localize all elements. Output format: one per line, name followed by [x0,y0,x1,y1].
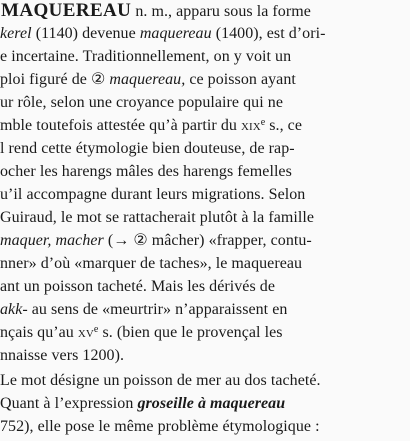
entry-line-2-text-d: (1400), est d’ori- [211,25,326,42]
entry-line-8: ocher les harengs mâles des harengs femelles [0,163,292,180]
entry-line-11 [0,230,312,252]
entry-line-15-text-d: s. (bien que le provençal les [98,324,283,341]
entry-line-10: Guiraud, le mot se rattacherait plutôt à la famille [0,209,314,226]
entry-line-6-text-d: s., ce [265,117,302,134]
entry-line-1-text: n. m., apparu sous la forme [131,3,311,20]
entry-line-6 [0,115,302,137]
entry-line-18-bold-italic-b: groseille à maquereau [137,395,286,412]
entry-line-11-text-b: (→ ② mâcher) «frapper, contu- [103,232,312,249]
entry-line-15-text-a: nçais qu’au [0,324,78,341]
entry-line-15 [0,322,283,344]
entry-line-2-text-b: (1140) devenue [31,25,140,42]
entry-line-1 [1,0,311,22]
entry-line-9: u’il accompagne durant leurs migrations. Selon [0,186,306,203]
entry-line-16: nnaisse vers 1200). [0,347,125,364]
entry-line-6-century: xix [240,117,261,134]
entry-line-5: ur rôle, selon une croyance populaire qui ne [0,94,283,111]
entry-line-4-text-c: ce poisson ayant [185,71,296,88]
entry-line-4-italic-b: maquereau, [109,71,186,88]
entry-line-6-superscript: e [260,117,266,128]
entry-line-14-text-b: au sens de «meurtrir» n’apparaissent en [27,301,288,318]
entry-line-18-text-a: Quant à l’expression [0,395,138,412]
entry-line-2-italic-c: maquereau [139,25,212,42]
entry-line-11-italic-a: maquer, macher [0,232,104,249]
entry-line-2-italic-a: kerel [0,25,32,42]
entry-line-15-century: xv [77,324,94,341]
entry-line-4 [0,69,296,91]
entry-line-4-text-a: ploi figuré de ② [0,71,110,88]
entry-line-3: e incertaine. Traditionnellement, on y voit un [0,48,292,65]
entry-line-13: ant un poisson tacheté. Mais les dérivés de [0,278,275,295]
entry-line-14 [0,299,287,321]
entry-line-7: l rend cette étymologie bien douteuse, de rap- [0,140,295,157]
entry-line-17: Le mot désigne un poisson de mer au dos tacheté. [0,372,321,389]
entry-line-12: nner» d’où «marquer de taches», le maquereau [0,255,303,272]
entry-line-14-italic-a: akk- [0,301,28,318]
entry-line-18 [0,393,285,415]
headword: MAQUEREAU [1,0,132,21]
entry-line-6-text-a: mble toutefois attestée qu’à partir du [0,117,241,134]
entry-line-19: 752), elle pose le même problème étymologique : [0,418,320,435]
entry-line-2 [0,23,325,45]
entry-line-15-superscript: e [93,324,99,335]
